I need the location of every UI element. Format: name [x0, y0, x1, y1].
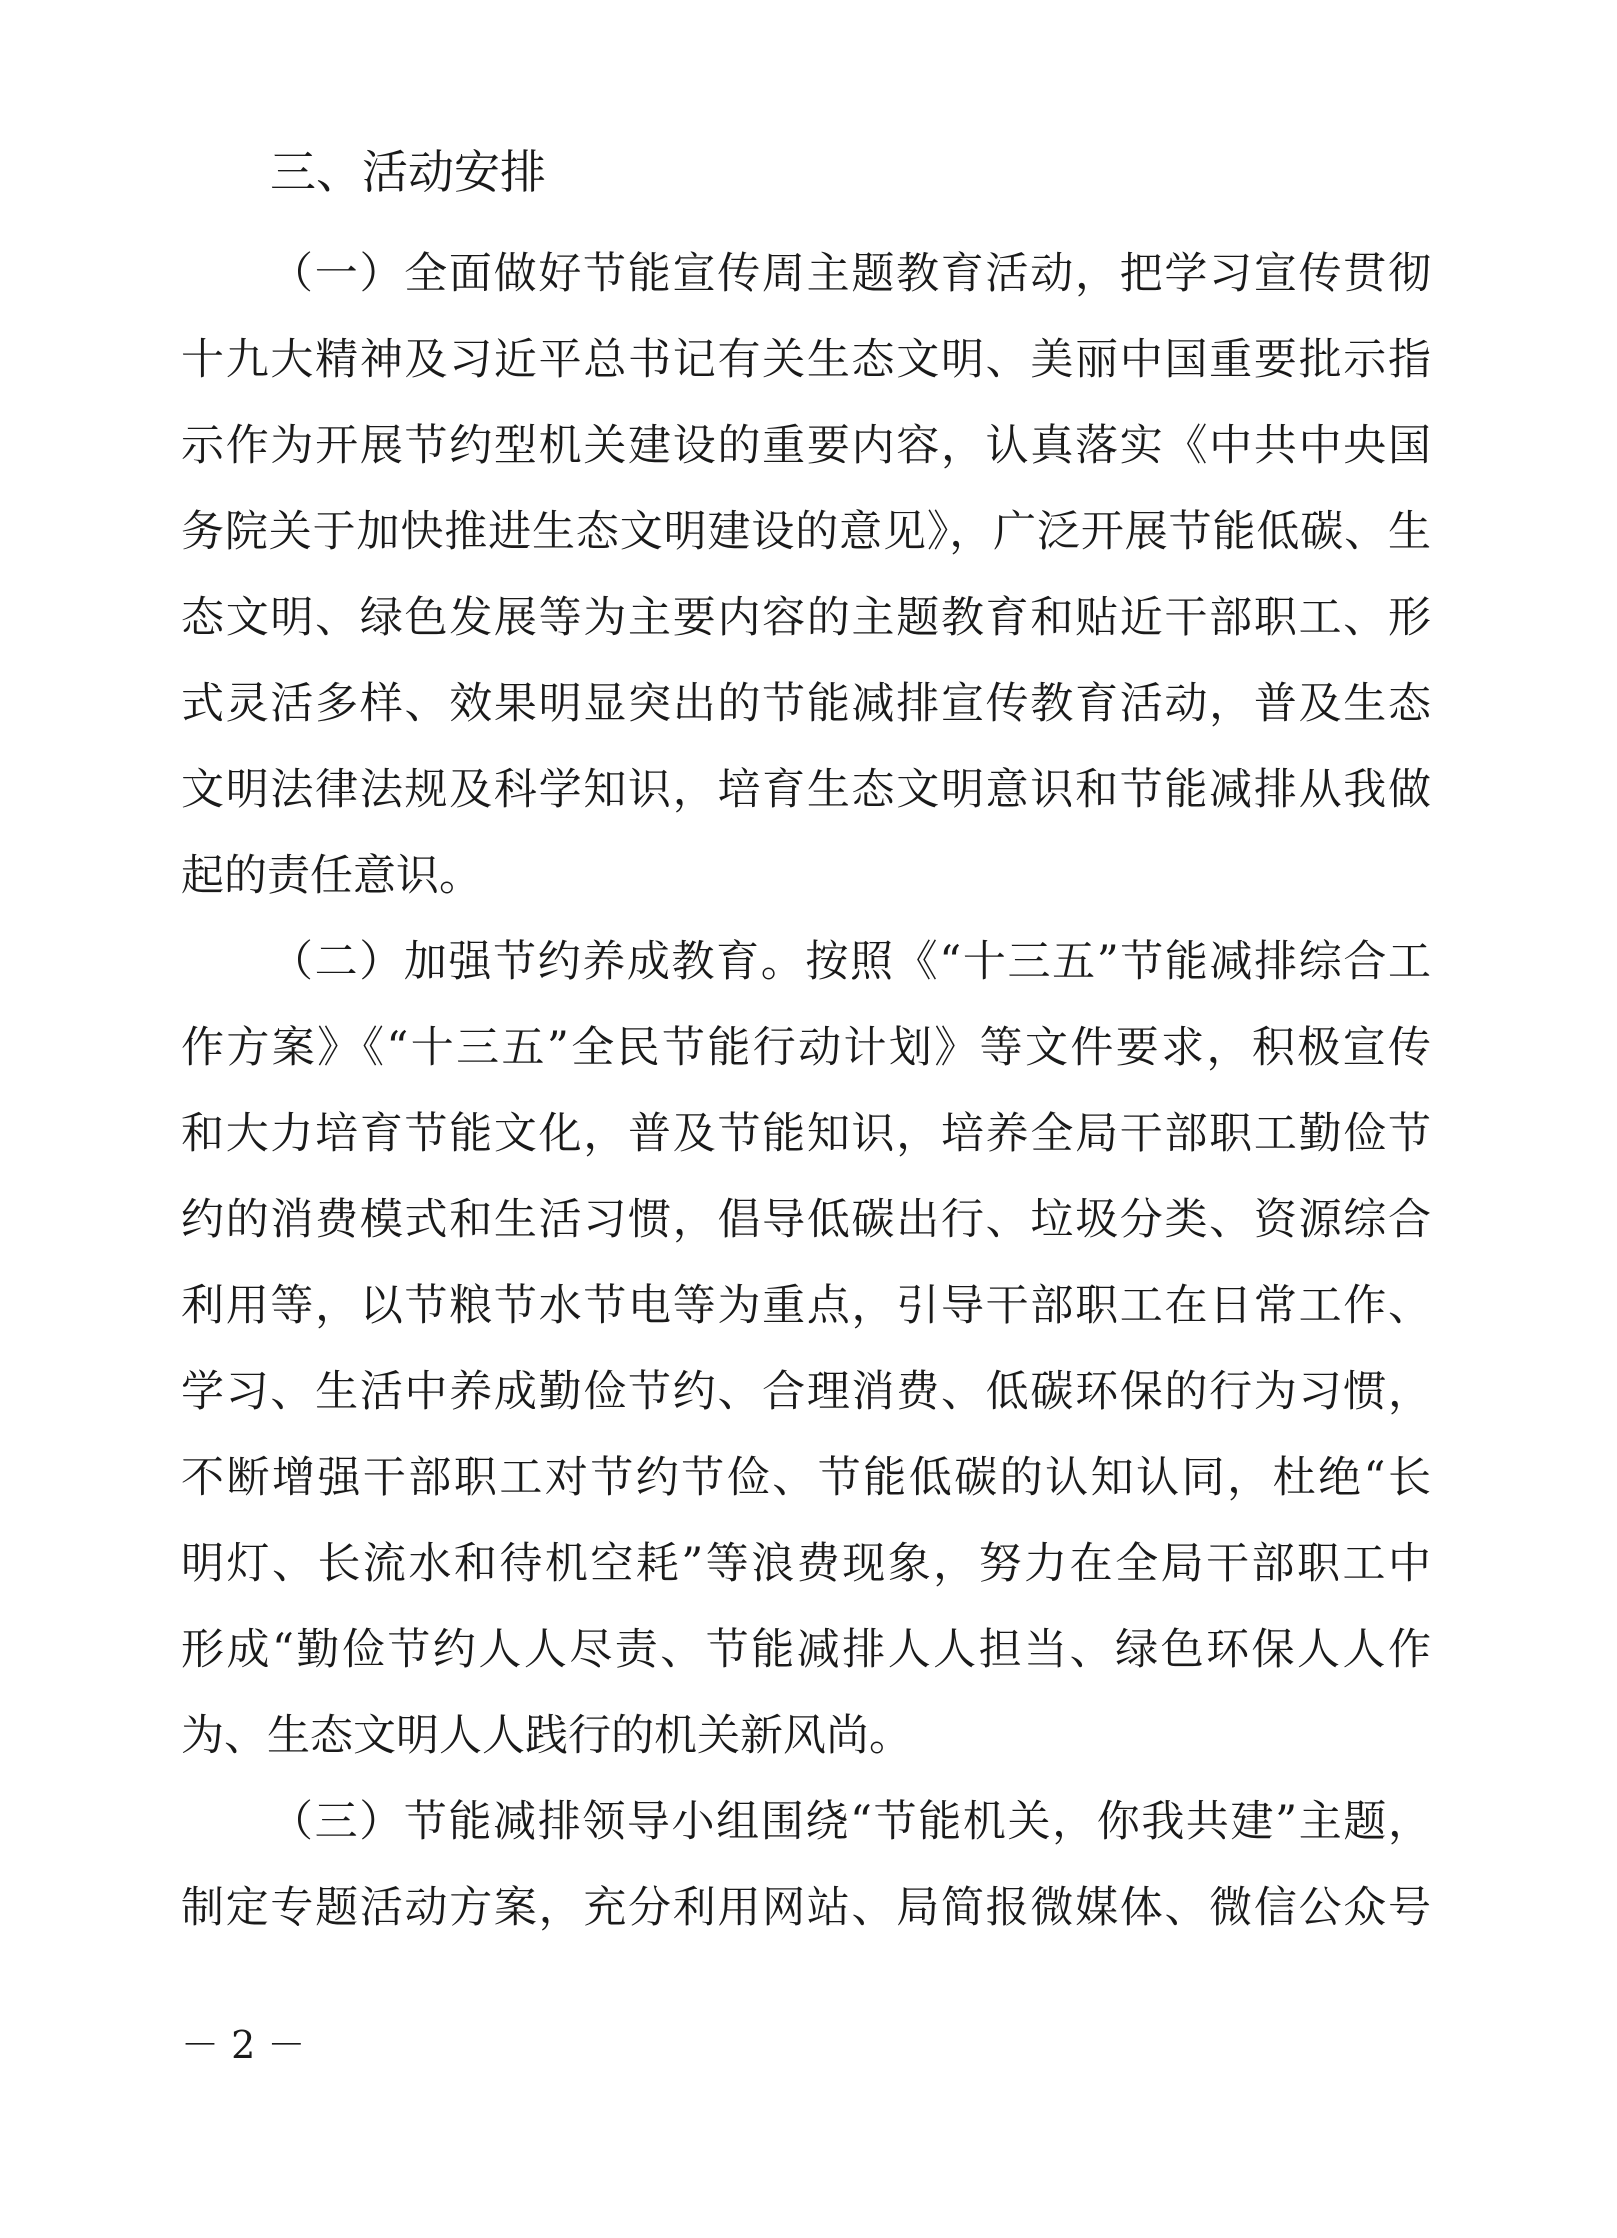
- paragraph-1-line-4: 务院关于加快推进生态文明建设的意见》，广泛开展节能低碳、生: [181, 507, 1431, 557]
- paragraph-2-line-5: 利用等，以节粮节水节电等为重点，引导干部职工在日常工作、: [181, 1281, 1431, 1331]
- paragraph-2-line-2: 作方案》《“十三五”全民节能行动计划》等文件要求，积极宣传: [181, 1023, 1431, 1073]
- paragraph-2-line-4: 约的消费模式和生活习惯，倡导低碳出行、垃圾分类、资源综合: [181, 1195, 1431, 1245]
- paragraph-1-line-6: 式灵活多样、效果明显突出的节能减排宣传教育活动，普及生态: [181, 679, 1431, 729]
- paragraph-1-line-1: （一）全面做好节能宣传周主题教育活动，把学习宣传贯彻: [270, 249, 1431, 299]
- paragraph-1-line-3: 示作为开展节约型机关建设的重要内容，认真落实《中共中央国: [181, 421, 1431, 471]
- paragraph-2-line-9: 形成“勤俭节约人人尽责、节能减排人人担当、绿色环保人人作: [181, 1625, 1431, 1675]
- paragraph-2-line-8: 明灯、长流水和待机空耗”等浪费现象，努力在全局干部职工中: [181, 1539, 1431, 1589]
- paragraph-2-line-1: （二）加强节约养成教育。按照《“十三五”节能减排综合工: [270, 937, 1431, 987]
- paragraph-2-line-6: 学习、生活中养成勤俭节约、合理消费、低碳环保的行为习惯，: [181, 1367, 1431, 1417]
- section-heading: 三、活动安排: [270, 145, 546, 199]
- paragraph-1-line-7: 文明法律法规及科学知识，培育生态文明意识和节能减排从我做: [181, 765, 1431, 815]
- paragraph-2-line-10: 为、生态文明人人践行的机关新风尚。: [181, 1711, 912, 1761]
- paragraph-2-line-3: 和大力培育节能文化，普及节能知识，培养全局干部职工勤俭节: [181, 1109, 1431, 1159]
- page-number: － 2 －: [181, 2023, 306, 2067]
- paragraph-1-line-2: 十九大精神及习近平总书记有关生态文明、美丽中国重要批示指: [181, 335, 1431, 385]
- paragraph-3-line-2: 制定专题活动方案，充分利用网站、局简报微媒体、微信公众号: [181, 1883, 1431, 1933]
- paragraph-1-line-5: 态文明、绿色发展等为主要内容的主题教育和贴近干部职工、形: [181, 593, 1431, 643]
- paragraph-2-line-7: 不断增强干部职工对节约节俭、节能低碳的认知认同，杜绝“长: [181, 1453, 1431, 1503]
- paragraph-1-line-8: 起的责任意识。: [181, 851, 482, 901]
- paragraph-3-line-1: （三）节能减排领导小组围绕“节能机关，你我共建”主题，: [270, 1797, 1431, 1847]
